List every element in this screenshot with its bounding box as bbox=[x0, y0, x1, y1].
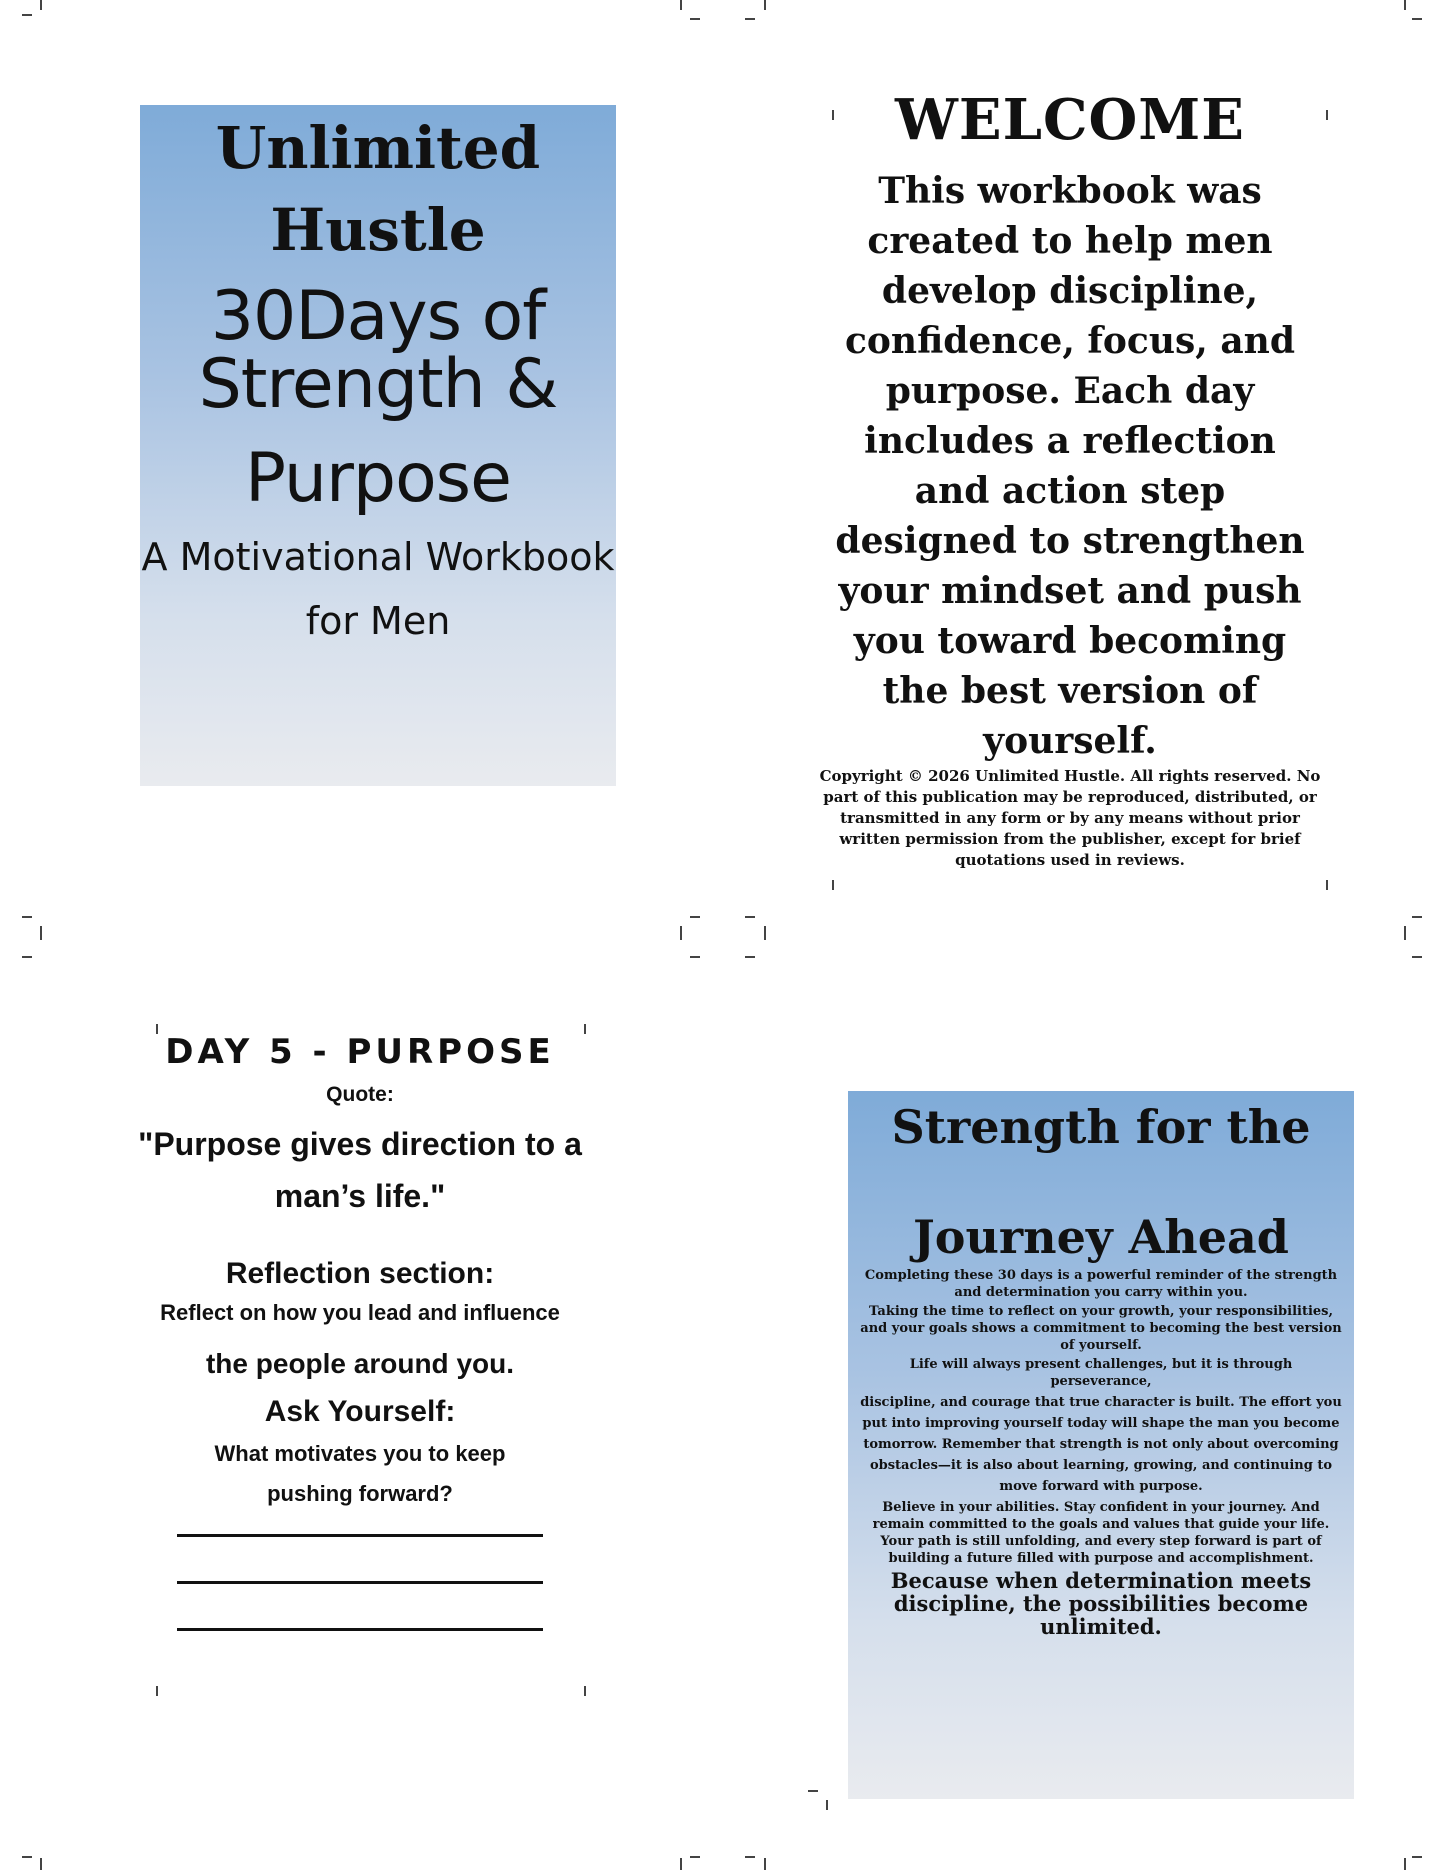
crop-mark bbox=[680, 926, 682, 940]
welcome-body: This workbook was created to help men develop discipline, confidence, focus, and purpose. Each day includes a reflection and action step designed to strengthen your mindset and push you toward becoming the best version of yourself. bbox=[835, 170, 1305, 762]
crop-mark bbox=[690, 916, 700, 918]
closing-heading-line-1: Strength for the bbox=[891, 1100, 1311, 1154]
closing-heading-line-2: Journey Ahead bbox=[913, 1210, 1289, 1264]
crop-mark bbox=[690, 18, 700, 20]
crop-mark bbox=[22, 14, 32, 16]
crop-mark bbox=[1412, 916, 1422, 918]
crop-mark bbox=[745, 916, 755, 918]
crop-mark bbox=[690, 956, 700, 958]
crop-mark bbox=[832, 880, 834, 890]
cover-page bbox=[140, 105, 616, 786]
cover-brand-line-1: Unlimited bbox=[215, 114, 541, 182]
crop-mark bbox=[1404, 1858, 1406, 1870]
day5-page bbox=[130, 1024, 590, 1644]
crop-mark bbox=[832, 110, 834, 120]
crop-mark bbox=[1326, 110, 1328, 120]
crop-mark bbox=[584, 1686, 586, 1696]
cover-brand-line-2: Hustle bbox=[270, 196, 486, 264]
cover-subtitle-line-1: 30Days of bbox=[210, 277, 546, 356]
crop-mark bbox=[764, 1858, 766, 1870]
crop-mark bbox=[745, 1856, 755, 1858]
ask-question: What motivates you to keep pushing forward? bbox=[214, 1441, 506, 1506]
closing-paragraph: Completing these 30 days is a powerful reminder of the strength and determination you carry within you. bbox=[864, 1268, 1338, 1300]
closing-paragraph: Life will always present challenges, but it is through perseverance, bbox=[909, 1357, 1293, 1389]
crop-mark bbox=[745, 18, 755, 20]
crop-mark bbox=[1412, 18, 1422, 20]
cover-subtitle-line-3: Purpose bbox=[245, 439, 511, 518]
answer-line-3[interactable] bbox=[177, 1628, 543, 1631]
quote-label: Quote: bbox=[326, 1083, 394, 1106]
crop-mark bbox=[22, 1856, 32, 1858]
closing-page bbox=[848, 1091, 1354, 1799]
crop-mark bbox=[1412, 1856, 1422, 1858]
crop-mark bbox=[1404, 926, 1406, 940]
reflection-label: Reflection section: bbox=[225, 1257, 495, 1290]
crop-mark bbox=[22, 956, 32, 958]
crop-mark bbox=[1326, 880, 1328, 890]
crop-mark bbox=[745, 956, 755, 958]
reflection-line-2: the people around you. bbox=[205, 1348, 514, 1379]
crop-mark bbox=[1404, 0, 1406, 10]
closing-paragraph: Believe in your abilities. Stay confident in your journey. And remain committed to the goals and values that guide your life. Your path is still unfolding, and every step forward is part of building a future filled with purpose and accomplishment. bbox=[872, 1500, 1330, 1566]
crop-mark bbox=[156, 1686, 158, 1696]
crop-mark bbox=[764, 0, 766, 10]
crop-mark bbox=[690, 1856, 700, 1858]
crop-mark bbox=[764, 926, 766, 940]
closing-paragraph: Taking the time to reflect on your growth, your responsibilities, and your goals shows a commitment to becoming the best version of yourself. bbox=[860, 1304, 1342, 1353]
crop-mark bbox=[680, 0, 682, 10]
crop-mark bbox=[808, 1790, 818, 1792]
crop-mark bbox=[22, 916, 32, 918]
quote-text: "Purpose gives direction to a man’s life." bbox=[138, 1126, 582, 1214]
crop-mark bbox=[156, 1024, 158, 1034]
closing-line: Because when determination meets discipline, the possibilities become unlimited. bbox=[890, 1568, 1312, 1639]
crop-mark bbox=[40, 926, 42, 940]
welcome-page bbox=[819, 80, 1321, 869]
copyright-notice: Copyright © 2026 Unlimited Hustle. All rights reserved. No part of this publication may be reproduced, distributed, or transmitted in any form or by any means without prior written permission from the publisher, except for brief quotations used in reviews. bbox=[819, 767, 1321, 869]
cover-tagline-line-2: for Men bbox=[305, 599, 451, 643]
crop-mark bbox=[826, 1800, 828, 1810]
answer-line-1[interactable] bbox=[177, 1534, 543, 1537]
crop-mark bbox=[584, 1024, 586, 1034]
ask-label: Ask Yourself: bbox=[264, 1395, 456, 1428]
welcome-heading: WELCOME bbox=[895, 87, 1245, 153]
crop-mark bbox=[40, 1858, 42, 1870]
crop-mark bbox=[40, 0, 42, 10]
crop-mark bbox=[1412, 956, 1422, 958]
cover-subtitle-line-2: Strength & bbox=[198, 345, 558, 424]
crop-mark bbox=[680, 1858, 682, 1870]
closing-paragraph: discipline, and courage that true character is built. The effort you put into improving yourself today will shape the man you become tomorrow. Remember that strength is not only about overcoming obstacles—it is also about learning, growing, and continuing to move forward with purpose. bbox=[860, 1395, 1342, 1494]
reflection-line-1: Reflect on how you lead and influence bbox=[160, 1300, 560, 1325]
cover-tagline-line-1: A Motivational Workbook bbox=[141, 535, 615, 579]
answer-line-2[interactable] bbox=[177, 1581, 543, 1584]
day-heading: DAY 5 - PURPOSE bbox=[165, 1032, 555, 1072]
